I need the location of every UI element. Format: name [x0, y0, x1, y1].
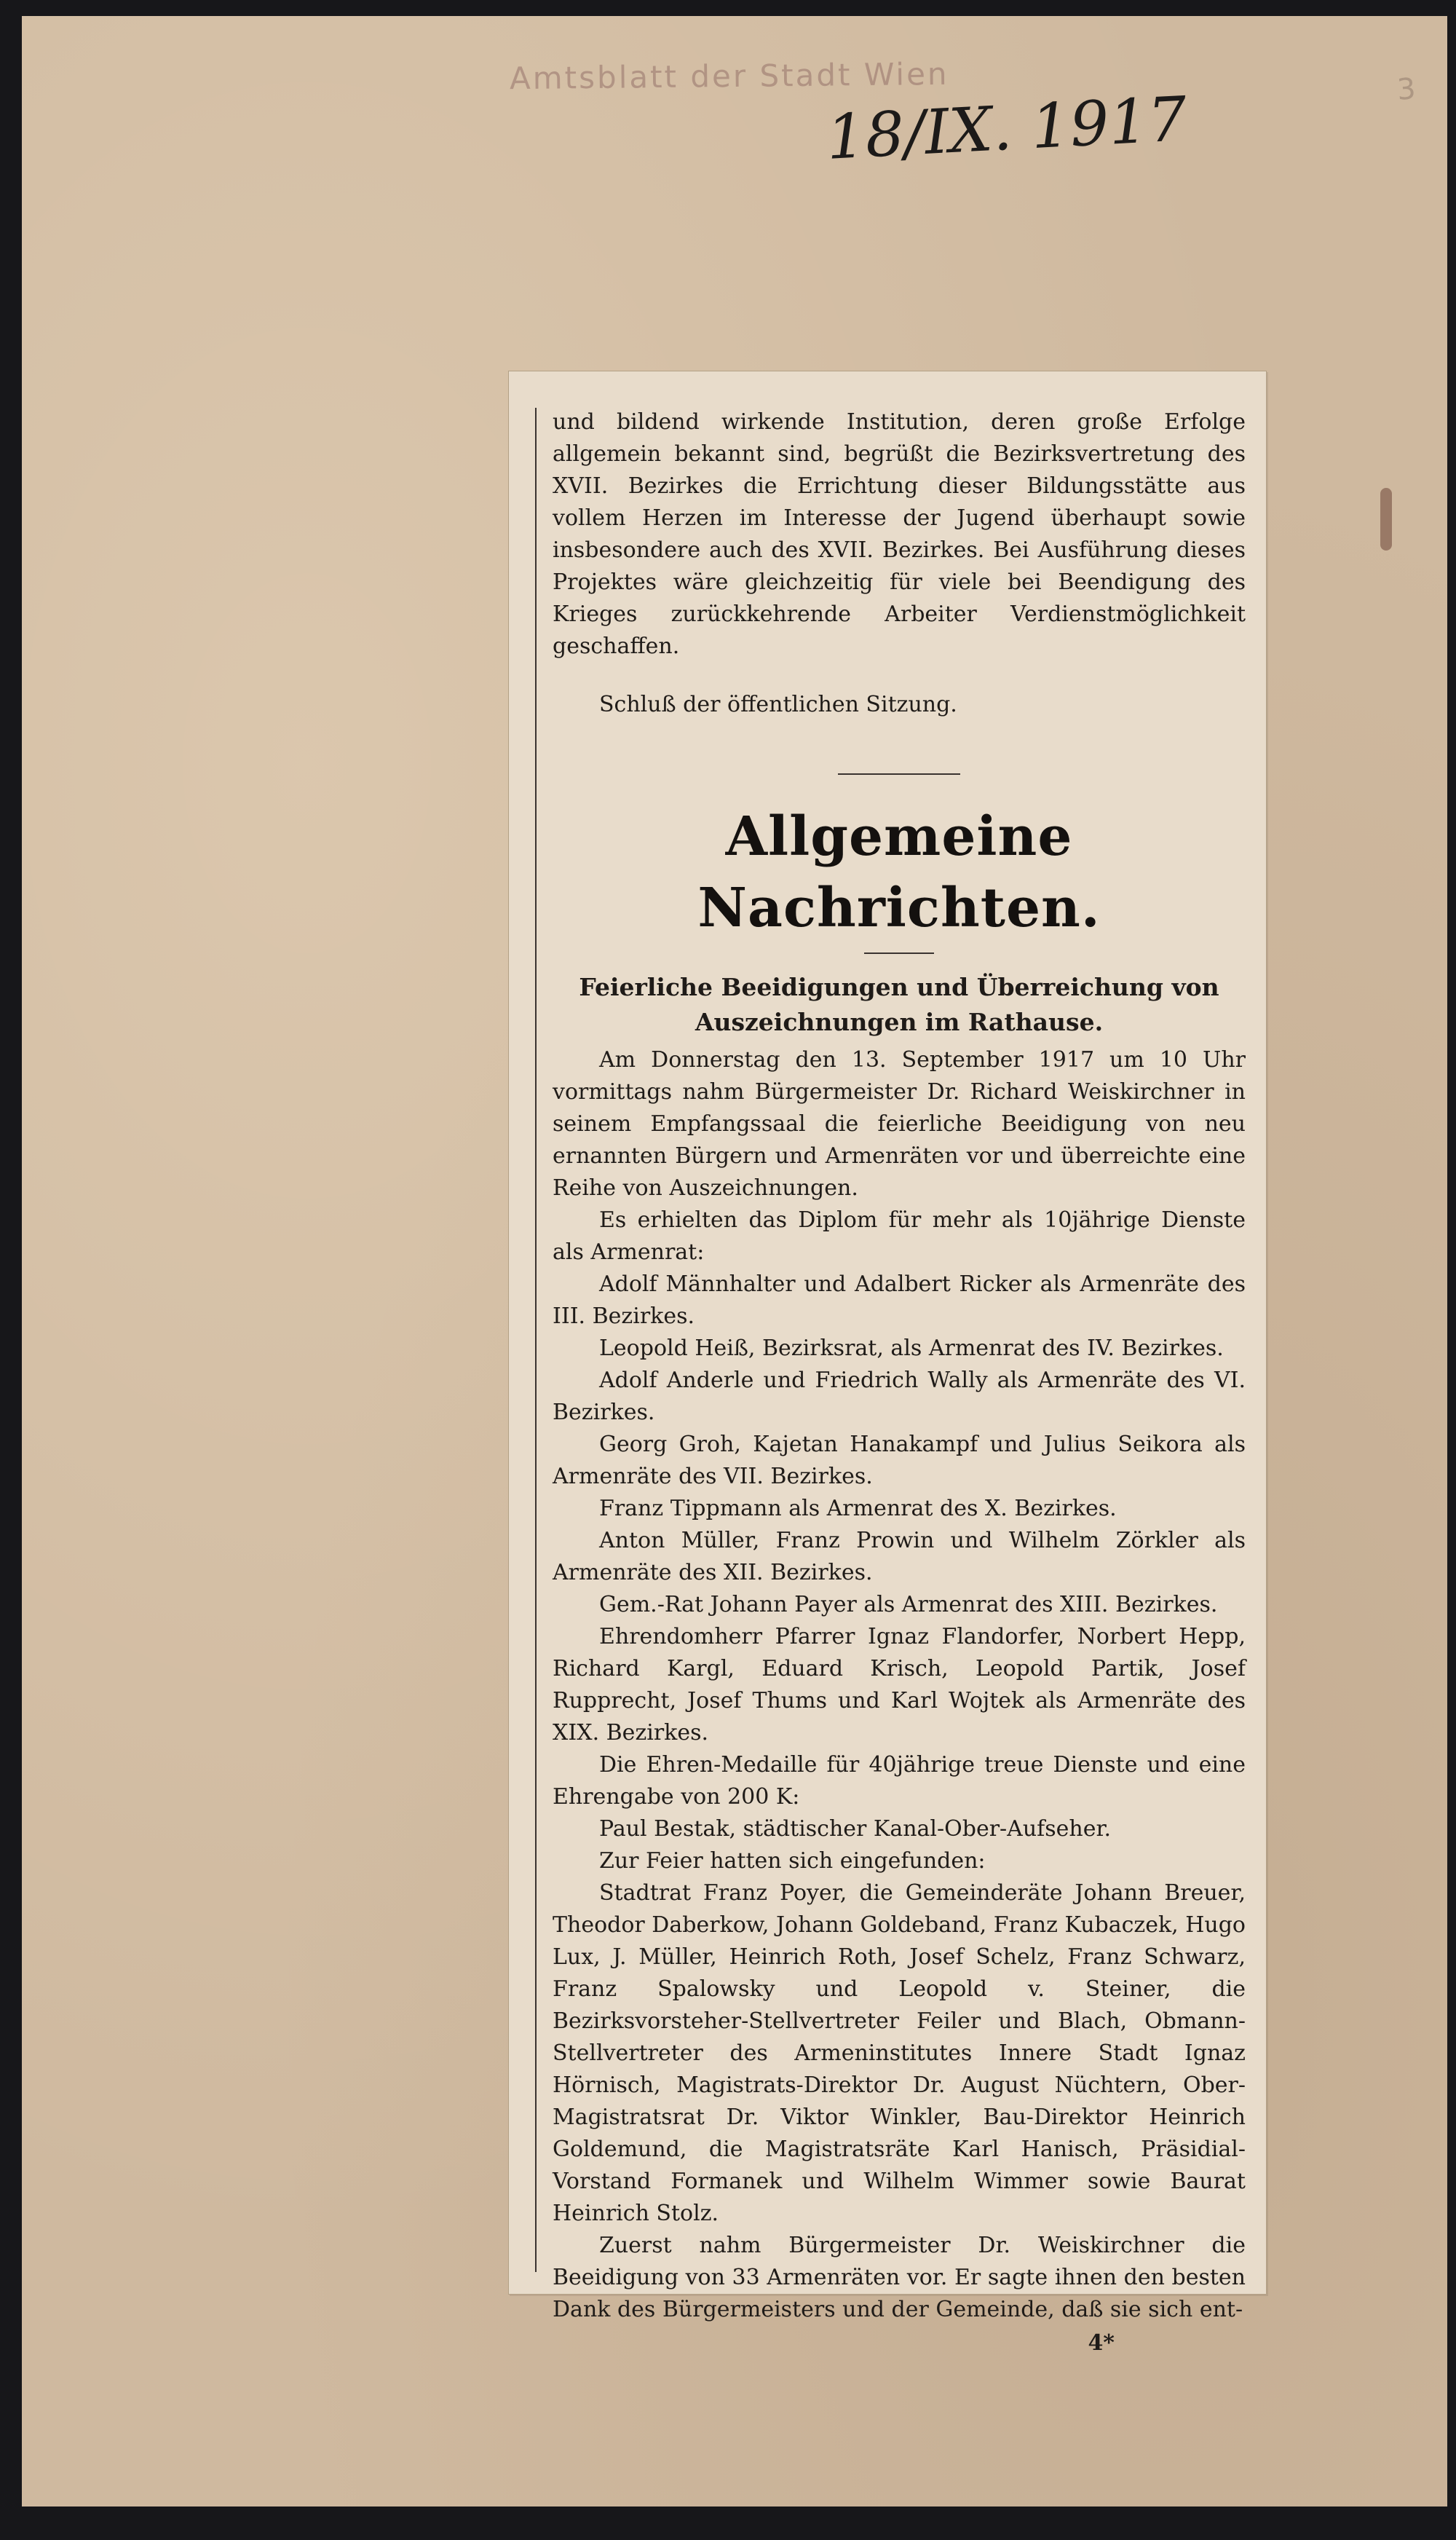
- closing-paragraph: Zuerst nahm Bürgermeister Dr. Weiskirchner die Beeidigung von 33 Armenräten vor. Er sagte ihnen den besten Dank des Bürgermeisters und der Gemeinde, daß sie sich ent-: [553, 2233, 1246, 2322]
- clipping-text: [553, 406, 1246, 2359]
- recipient-entry: Georg Groh, Kajetan Hanakampf und Julius Seikora als Armenräte des VII. Bezirkes.: [553, 1432, 1246, 1489]
- recipient-entry: Adolf Anderle und Friedrich Wally als Armenräte des VI. Bezirkes.: [553, 1368, 1246, 1425]
- session-close: Schluß der öffentlichen Sitzung.: [599, 692, 957, 717]
- recipient-entry: Gem.-Rat Johann Payer als Armenrat des XIII. Bezirkes.: [599, 1592, 1218, 1617]
- paper-stain: [1380, 488, 1392, 551]
- page-mark: 4*: [1088, 2330, 1115, 2356]
- handwritten-date: 18/IX. 1917: [824, 83, 1189, 173]
- corner-note: 3: [1395, 72, 1417, 107]
- attendance-list: Stadtrat Franz Poyer, die Gemeinderäte Johann Breuer, Theodor Daberkow, Johann Goldeband, Franz Kubaczek, Hugo Lux, J. Müller, Heinrich Roth, Josef Schelz, Franz Schwarz, Franz Spalowsky und Leopold v. Steiner, die Bezirksvorsteher-Stellvertreter Feiler und Blach, Obmann-Stellvertreter des Armeninstitutes Innere Stadt Ignaz Hörnisch, Magistrats-Direktor Dr. August Nüchtern, Ober-Magistratsrat Dr. Viktor Winkler, Bau-Direktor Heinrich Goldemund, die Magistratsräte Karl Hanisch, Präsidial-Vorstand Formanek und Wilhelm Wimmer sowie Baurat Heinrich Stolz.: [553, 1880, 1246, 2226]
- newspaper-clipping: [508, 371, 1267, 2356]
- recipient-entry: Franz Tippmann als Armenrat des X. Bezirkes.: [599, 1496, 1117, 1521]
- article-lead: Am Donnerstag den 13. September 1917 um 10 Uhr vormittags nahm Bürgermeister Dr. Richard Weiskirchner in seinem Empfangssaal die feierliche Beeidigung von neu ernannten Bürgern und Armenräten vor und überreichte eine Reihe von Auszeichnungen.: [553, 1047, 1246, 1201]
- recipient-entry: Ehrendomherr Pfarrer Ignaz Flandorfer, Norbert Hepp, Richard Kargl, Eduard Krisch, Leopold Partik, Josef Rupprecht, Josef Thums und Karl Wojtek als Armenräte des XIX. Bezirkes.: [553, 1624, 1246, 1746]
- medal-recipient: Paul Bestak, städtischer Kanal-Ober-Aufseher.: [599, 1816, 1112, 1842]
- archive-stamp: Amtsblatt der Stadt Wien: [509, 55, 949, 97]
- recipient-entry: Leopold Heiß, Bezirksrat, als Armenrat des IV. Bezirkes.: [599, 1336, 1224, 1361]
- article-title: Feierliche Beeidigungen und Überreichung von Auszeichnungen im Rathause.: [579, 973, 1219, 1036]
- recipient-entry: Anton Müller, Franz Prowin und Wilhelm Zörkler als Armenräte des XII. Bezirkes.: [553, 1528, 1246, 1585]
- column-rule: [535, 408, 537, 2272]
- diploma-intro: Es erhielten das Diplom für mehr als 10jährige Dienste als Armenrat:: [553, 1207, 1246, 1265]
- medal-intro: Die Ehren-Medaille für 40jährige treue Dienste und eine Ehrengabe von 200 K:: [553, 1752, 1246, 1810]
- section-divider: [838, 773, 960, 775]
- intro-paragraph: und bildend wirkende Institution, deren große Erfolge allgemein bekannt sind, begrüßt die Bezirksvertretung des XVII. Bezirkes die Errichtung dieser Bildungsstätte aus vollem Herzen im Interesse der Jugend überhaupt sowie insbesondere auch des XVII. Bezirkes. Bei Ausführung dieses Projektes wäre gleichzeitig für viele bei Beendigung des Krieges zurückkehrende Arbeiter Verdienstmöglichkeit geschaffen.: [553, 409, 1246, 659]
- heading-divider: [864, 952, 934, 954]
- recipient-entry: Adolf Männhalter und Adalbert Ricker als Armenräte des III. Bezirkes.: [553, 1271, 1246, 1329]
- attendance-intro: Zur Feier hatten sich eingefunden:: [599, 1848, 986, 1874]
- section-heading: Allgemeine Nachrichten.: [697, 805, 1101, 939]
- archive-sheet: [22, 16, 1447, 2507]
